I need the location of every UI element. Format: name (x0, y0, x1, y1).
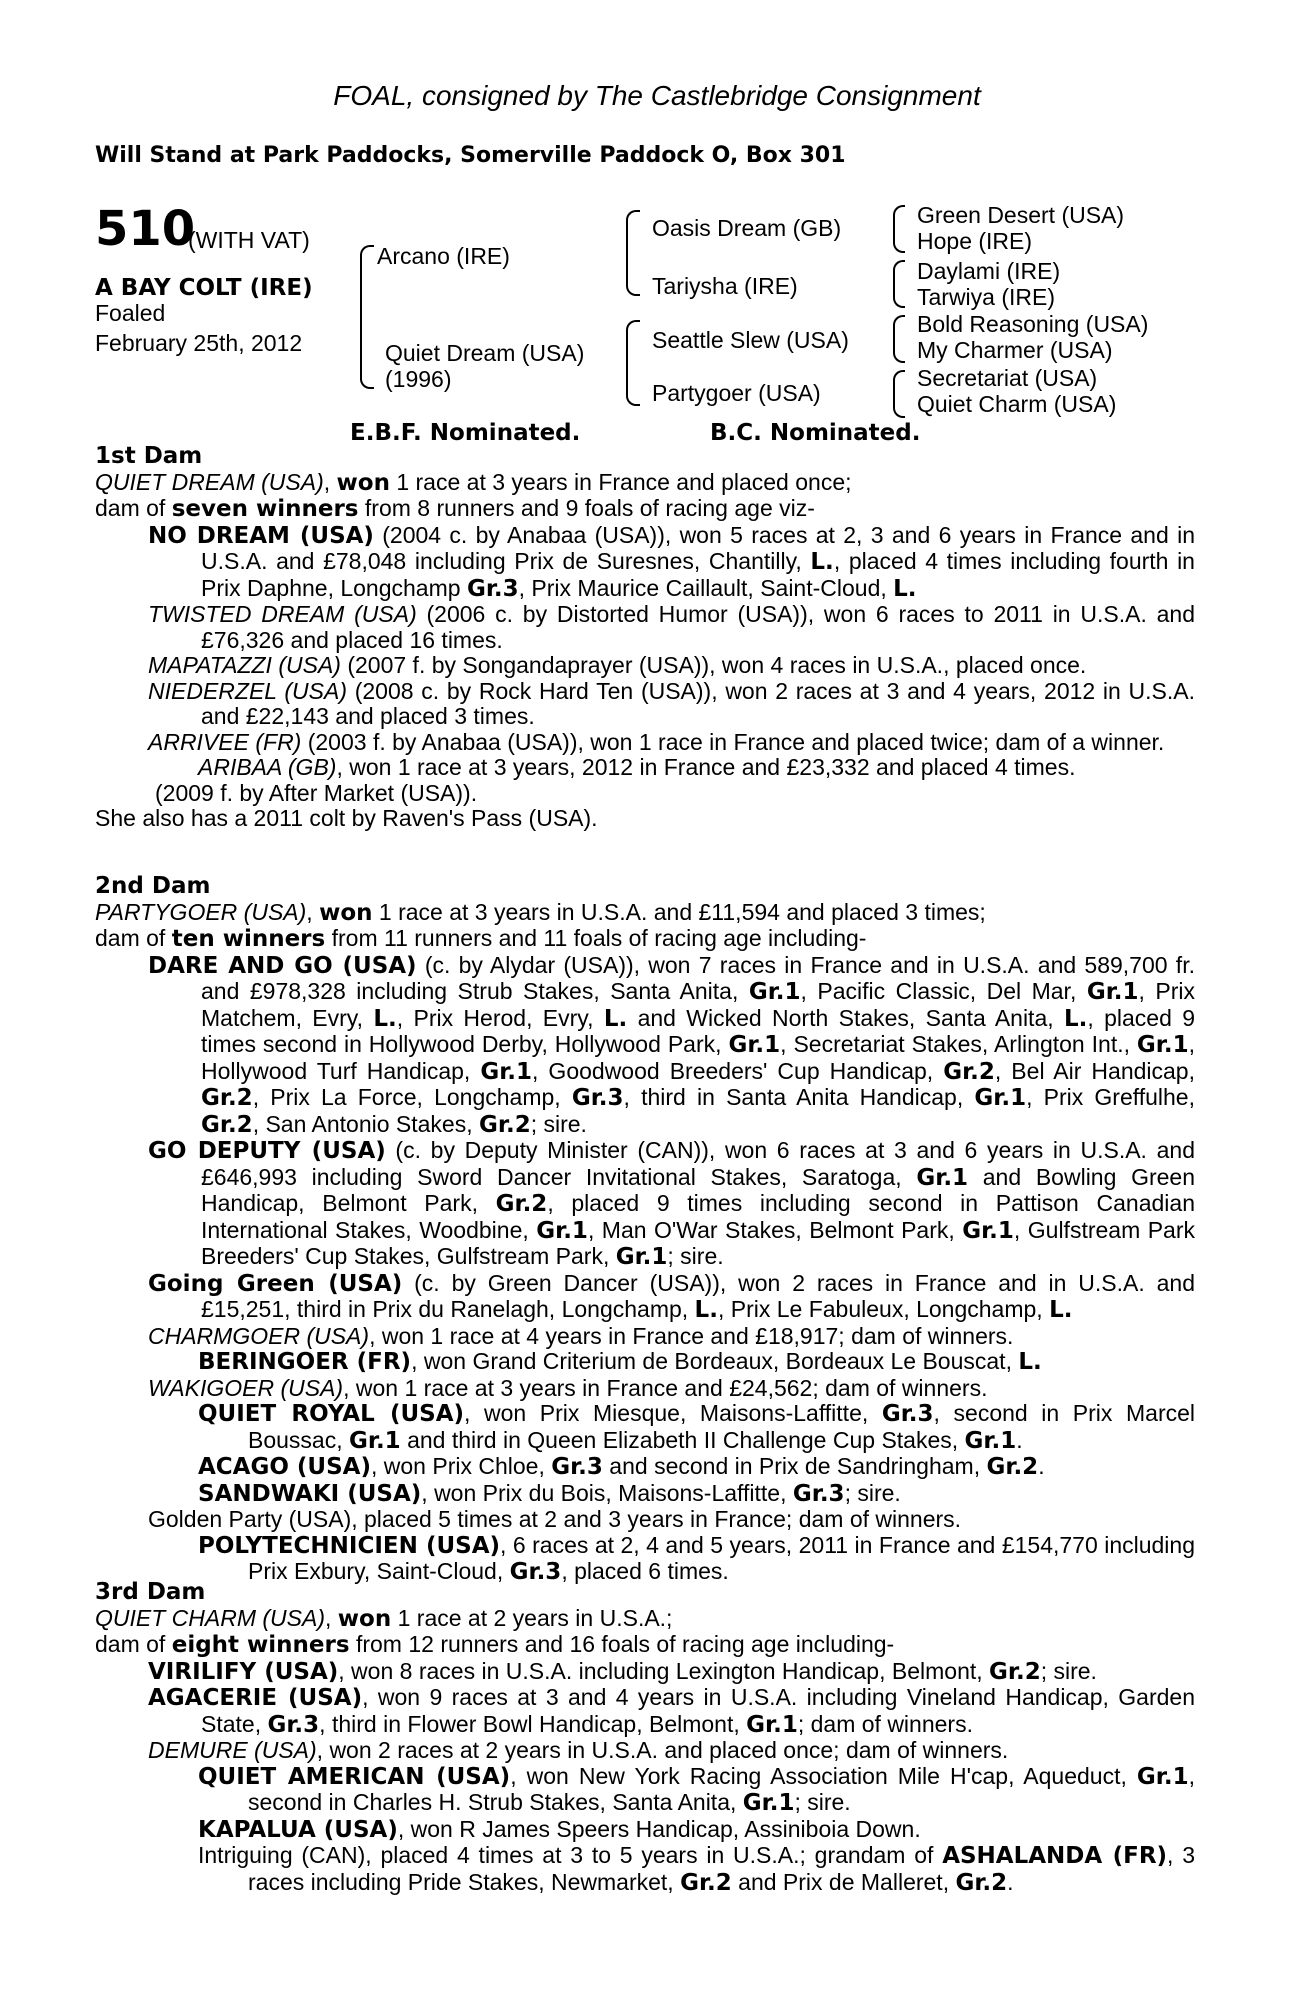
list-item: NO DREAM (USA) (2004 c. by Anabaa (USA)), won 5 races at 2, 3 and 6 years in France and in U.S.A. and £78,048 including Prix de Suresnes, Chantilly, L., placed 4 times including fourth in Prix Daphne, Longchamp Gr.3, Prix Maurice Caillault, Saint-Cloud, L. (148, 521, 1195, 602)
pedigree-dam-year: (1996) (385, 366, 452, 392)
list-item: WAKIGOER (USA), won 1 race at 3 years in France and £24,562; dam of winners. (148, 1374, 988, 1401)
pedigree-bracket-sire-line (626, 210, 640, 296)
first-dam-section (95, 444, 1195, 832)
list-item: KAPALUA (USA), won R James Speers Handicap, Assiniboia Down. (198, 1815, 921, 1843)
foaled-date: February 25th, 2012 (95, 330, 303, 356)
vat-label: (WITH VAT) (188, 227, 310, 253)
pedigree-ds: Seattle Slew (USA) (652, 327, 849, 353)
pedigree-ssd: Hope (IRE) (917, 228, 1033, 254)
list-item: Intriguing (CAN), placed 4 times at 3 to 5 years in U.S.A.; grandam of ASHALANDA (FR), 3 races including Pride Stakes, Newmarket, Gr.2 and Prix de Malleret, Gr.2. (198, 1842, 1196, 1896)
first-dam-heading: 1st Dam (95, 443, 203, 469)
list-item: DEMURE (USA), won 2 races at 2 years in U.S.A. and placed once; dam of winners. (148, 1737, 1009, 1763)
list-item: CHARMGOER (USA), won 1 race at 4 years in France and £18,917; dam of winners. (148, 1322, 1014, 1349)
ebf-nominated: E.B.F. Nominated. (350, 420, 581, 446)
pedigree-sire: Arcano (IRE) (377, 243, 510, 269)
list-item: VIRILIFY (USA), won 8 races in U.S.A. including Lexington Handicap, Belmont, Gr.2; sire. (148, 1657, 1097, 1685)
list-item: DARE AND GO (USA) (c. by Alydar (USA)), won 7 races in France and in U.S.A. and 589,700 fr. and £978,328 including Strub Stakes, Santa Anita, Gr.1, Pacific Classic, Del Mar, Gr.1, Prix Matchem, Evry, L., Prix Herod, Evry, L. and Wicked North Stakes, Santa Anita, L., placed 9 times second in Hollywood Derby, Hollywood Park, Gr.1, Secretariat Stakes, Arlington Int., Gr.1, Hollywood Turf Handicap, Gr.1, Goodwood Breeders' Cup Handicap, Gr.2, Bel Air Handicap, Gr.2, Prix La Force, Longchamp, Gr.3, third in Santa Anita Handicap, Gr.1, Prix Greffulhe, Gr.2, San Antonio Stakes, Gr.2; sire. (148, 951, 1196, 1138)
list-item: MAPATAZZI (USA) (2007 f. by Songandaprayer (USA)), won 4 races in U.S.A., placed once. (148, 652, 1087, 678)
pedigree-dd: Partygoer (USA) (652, 380, 821, 406)
lot-name: A BAY COLT (IRE) (95, 275, 313, 301)
third-dam-section (95, 1580, 1195, 1896)
list-item: AGACERIE (USA), won 9 races at 3 and 4 years in U.S.A. including Vineland Handicap, Garden State, Gr.3, third in Flower Bowl Handicap, Belmont, Gr.1; dam of winners. (148, 1684, 1196, 1738)
pedigree-bracket-ds (893, 315, 905, 363)
list-item: BERINGOER (FR), won Grand Criterium de Bordeaux, Bordeaux Le Bouscat, L. (198, 1348, 1042, 1375)
lot-number: 510 (95, 201, 196, 257)
list-item: GO DEPUTY (USA) (c. by Deputy Minister (CAN)), won 6 races at 3 and 6 years in U.S.A. and £646,993 including Sword Dancer Invitational Stakes, Saratoga, Gr.1 and Bowling Green Handicap, Belmont Park, Gr.2, placed 9 times including second in Pattison Canadian International Stakes, Woodbine, Gr.1, Man O'War Stakes, Belmont Park, Gr.1, Gulfstream Park Breeders' Cup Stakes, Gulfstream Park, Gr.1; sire. (148, 1137, 1196, 1270)
pedigree-sds: Daylami (IRE) (917, 258, 1061, 284)
list-item: QUIET ROYAL (USA), won Prix Miesque, Maisons-Laffitte, Gr.3, second in Prix Marcel Boussac, Gr.1 and third in Queen Elizabeth II Challenge Cup Stakes, Gr.1. (198, 1400, 1196, 1454)
second-dam-section (95, 874, 1195, 1586)
list-item: TWISTED DREAM (USA) (2006 c. by Distorted Humor (USA)), won 6 races to 2011 in U.S.A. and £76,326 and placed 16 times. (148, 601, 1195, 653)
list-item: NIEDERZEL (USA) (2008 c. by Rock Hard Ten (USA)), won 2 races at 3 and 4 years, 2012 in U.S.A. and £22,143 and placed 3 times. (148, 677, 1195, 729)
consignment-title: FOAL, consigned by The Castlebridge Consignment (333, 80, 981, 111)
list-item: ARIBAA (GB), won 1 race at 3 years, 2012 in France and £23,332 and placed 4 times. (198, 754, 1076, 780)
pedigree-sss: Green Desert (USA) (917, 202, 1125, 228)
list-item: POLYTECHNICIEN (USA), 6 races at 2, 4 and 5 years, 2011 in France and £154,770 including Prix Exbury, Saint-Cloud, Gr.3, placed 6 times. (198, 1531, 1195, 1585)
third-dam-heading: 3rd Dam (95, 1579, 206, 1605)
pedigree-bracket-dam-line (626, 320, 640, 406)
second-dam-record: PARTYGOER (USA), won 1 race at 3 years in U.S.A. and £11,594 and placed 3 times; (95, 898, 986, 926)
pedigree-sd: Tariysha (IRE) (652, 273, 798, 299)
pedigree-ss: Oasis Dream (GB) (652, 215, 842, 241)
third-dam-produce: dam of eight winners from 12 runners and 16 foals of racing age including- (95, 1631, 895, 1658)
bc-nominated: B.C. Nominated. (710, 420, 921, 446)
list-item: (2009 f. by After Market (USA)). (155, 779, 478, 806)
pedigree-bracket-sire-dam (360, 245, 374, 389)
pedigree-ddd: Quiet Charm (USA) (917, 391, 1117, 417)
list-item: Golden Party (USA), placed 5 times at 2 and 3 years in France; dam of winners. (148, 1506, 962, 1532)
first-dam-produce: dam of seven winners from 8 runners and 9 foals of racing age viz- (95, 495, 815, 522)
list-item: ARRIVEE (FR) (2003 f. by Anabaa (USA)), won 1 race in France and placed twice; dam of a winner. (148, 728, 1165, 755)
foaled-label: Foaled (95, 300, 166, 326)
pedigree-dds: Secretariat (USA) (917, 365, 1098, 391)
pedigree-bracket-ss (893, 205, 905, 253)
pedigree-sdd: Tarwiya (IRE) (917, 284, 1056, 310)
list-item: ACAGO (USA), won Prix Chloe, Gr.3 and second in Prix de Sandringham, Gr.2. (198, 1453, 1045, 1480)
first-dam-record: QUIET DREAM (USA), won 1 race at 3 years in France and placed once; (95, 468, 852, 496)
first-dam-note: She also has a 2011 colt by Raven's Pass (USA). (95, 805, 598, 831)
pedigree-dam: Quiet Dream (USA) (385, 340, 585, 366)
pedigree-bracket-sd (893, 260, 905, 308)
third-dam-record: QUIET CHARM (USA), won 1 race at 2 years in U.S.A.; (95, 1604, 673, 1632)
pedigree-dsd: My Charmer (USA) (917, 337, 1113, 363)
pedigree-dss: Bold Reasoning (USA) (917, 311, 1149, 337)
second-dam-heading: 2nd Dam (95, 873, 211, 899)
pedigree-bracket-dd (893, 370, 905, 418)
second-dam-produce: dam of ten winners from 11 runners and 11 foals of racing age including- (95, 925, 867, 952)
stand-location: Will Stand at Park Paddocks, Somerville Paddock O, Box 301 (95, 143, 846, 168)
list-item: Going Green (USA) (c. by Green Dancer (USA)), won 2 races in France and in U.S.A. and £15,251, third in Prix du Ranelagh, Longchamp, L., Prix Le Fabuleux, Longchamp, L. (148, 1269, 1195, 1323)
list-item: QUIET AMERICAN (USA), won New York Racing Association Mile H'cap, Aqueduct, Gr.1, second in Charles H. Strub Stakes, Santa Anita, Gr.1; sire. (198, 1762, 1195, 1816)
list-item: SANDWAKI (USA), won Prix du Bois, Maisons-Laffitte, Gr.3; sire. (198, 1479, 901, 1507)
